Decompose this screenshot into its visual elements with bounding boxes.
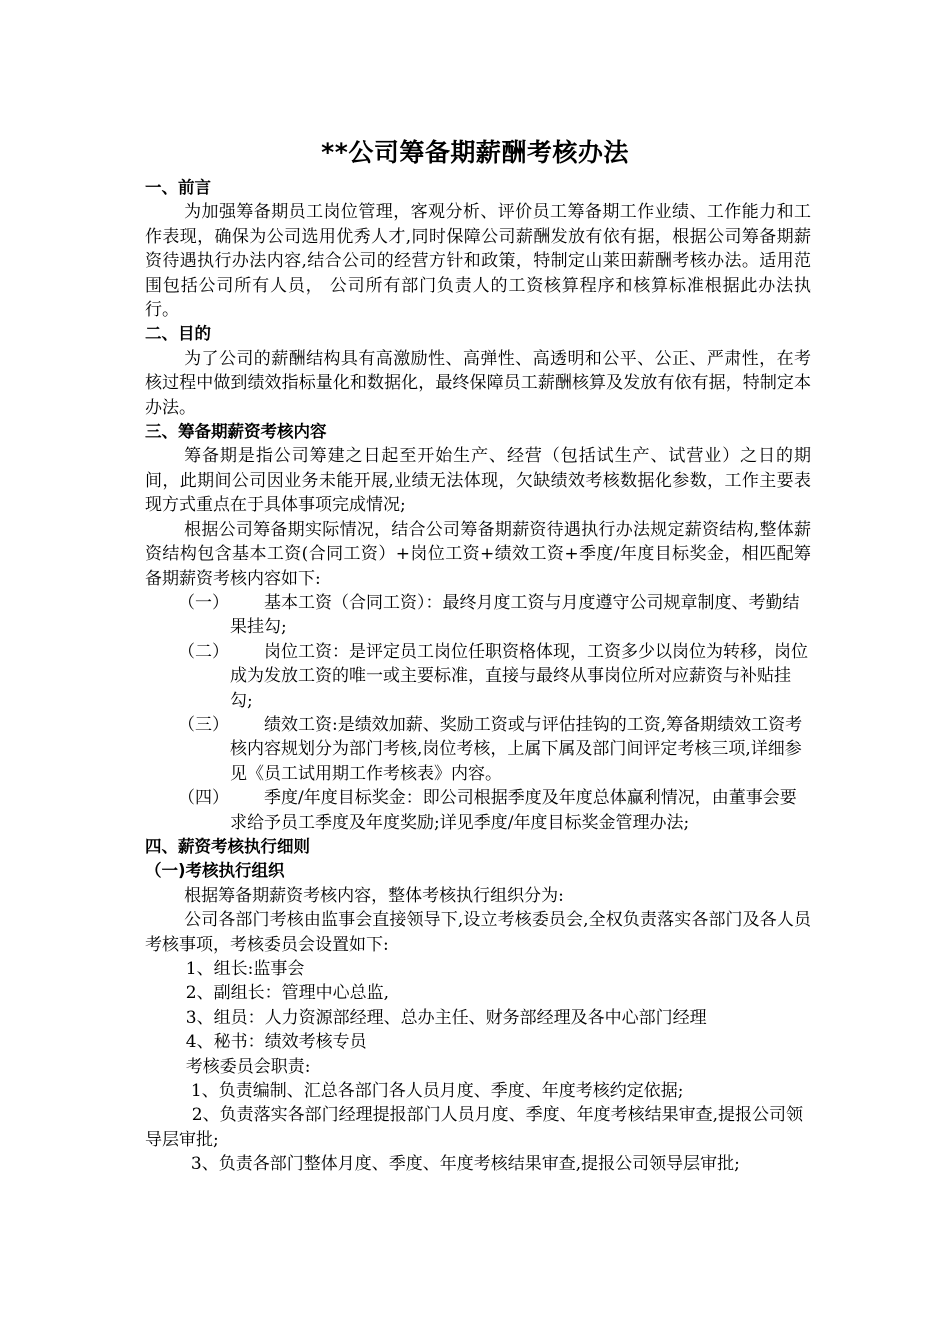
section-1-paragraph: 为加强筹备期员工岗位管理，客观分析、评价员工筹备期工作业绩、工作能力和工作表现，确保为公司选用优秀人才,同时保障公司薪酬发放有依有据，根据公司筹备期薪资待遇执行办法内容,结合公司的经营方针和政策，特制定山莱田薪酬考核办法。适用范围包括公司所有人员， 公司所有部门负责人的工资核算程序和核算标准根据此办法执行。 [145,202,811,321]
document-body [145,176,811,1177]
section-3-paragraph-2: 根据公司筹备期实际情况，结合公司筹备期薪资待遇执行办法规定薪资结构,整体薪资结构包含基本工资(合同工资）+岗位工资+绩效工资+季度/年度目标奖金，相匹配筹备期薪资考核内容如下: [145,519,811,589]
list-item-text: 季度/年度目标奖金：即公司根据季度及年度总体赢利情况，由董事会要求给予员工季度及年度奖励;详见季度/年度目标奖金管理办法; [230,788,797,833]
section-4-line-1: 根据筹备期薪资考核内容，整体考核执行组织分为: [184,885,564,906]
section-heading-3: 三、筹备期薪资考核内容 [145,422,327,442]
duties-title: 考核委员会职责: [185,1056,311,1077]
list-item-text: 基本工资（合同工资）：最终月度工资与月度遵守公司规章制度、考勤结果挂勾; [230,592,800,638]
list-item-text: 岗位工资：是评定员工岗位任职资格体现，工资多少以岗位为转移，岗位成为发放工资的唯一或主要标准，直接与最终从事岗位所对应薪资与补贴挂勾; [230,641,808,711]
duty-item: 2、负责落实各部门经理提报部门人员月度、季度、年度考核结果审查,提报公司领导层审批; [145,1105,803,1150]
member-item: 1、组长:监事会 [185,959,305,979]
member-item: 3、组员：人力资源部经理、总办主任、财务部经理及各中心部门经理 [185,1007,707,1028]
list-item-number: （二） [178,641,229,662]
list-item-number: （三） [178,714,229,735]
page-title: **公司筹备期薪酬考核办法 [321,138,629,167]
section-heading-2: 二、目的 [145,324,211,344]
list-item-number: （一） [178,592,229,613]
section-3-paragraph-1: 筹备期是指公司筹建之日起至开始生产、经营（包括试生产、试营业）之日的期间，此期间公司因业务未能开展,业绩无法体现，欠缺绩效考核数据化参数，工作主要表现方式重点在于具体事项完成情况; [145,446,811,516]
member-item: 2、副组长：管理中心总监, [185,983,390,1004]
member-item: 4、秘书：绩效考核专员 [185,1032,367,1053]
duty-item: 3、负责各部门整体月度、季度、年度考核结果审查,提报公司领导层审批; [190,1154,740,1175]
list-item-text: 绩效工资:是绩效加薪、奖励工资或与评估挂钩的工资,筹备期绩效工资考核内容规划分为部门考核,岗位考核，上属下属及部门间评定考核三项,详细参见《员工试用期工作考核表》内容。 [230,714,803,784]
list-item [145,591,811,640]
duty-item: 1、负责编制、汇总各部门各人员月度、季度、年度考核约定依据; [190,1081,684,1102]
list-item [145,786,811,835]
section-4-line-2: 公司各部门考核由监事会直接领导下,设立考核委员会,全权负责落实各部门及各人员考核事项，考核委员会设置如下: [145,910,811,955]
section-heading-1: 一、前言 [145,178,211,197]
list-item [145,713,811,786]
list-item [145,640,811,713]
section-2-paragraph: 为了公司的薪酬结构具有高激励性、高弹性、高透明和公平、公正、严肃性，在考核过程中做到绩效指标量化和数据化，最终保障员工薪酬核算及发放有依有据，特制定本办法。 [145,348,811,418]
section-heading-4: 四、薪资考核执行细则 [145,836,310,856]
subsection-heading: （一)考核执行组织 [145,861,285,881]
list-item-number: （四） [178,788,229,809]
